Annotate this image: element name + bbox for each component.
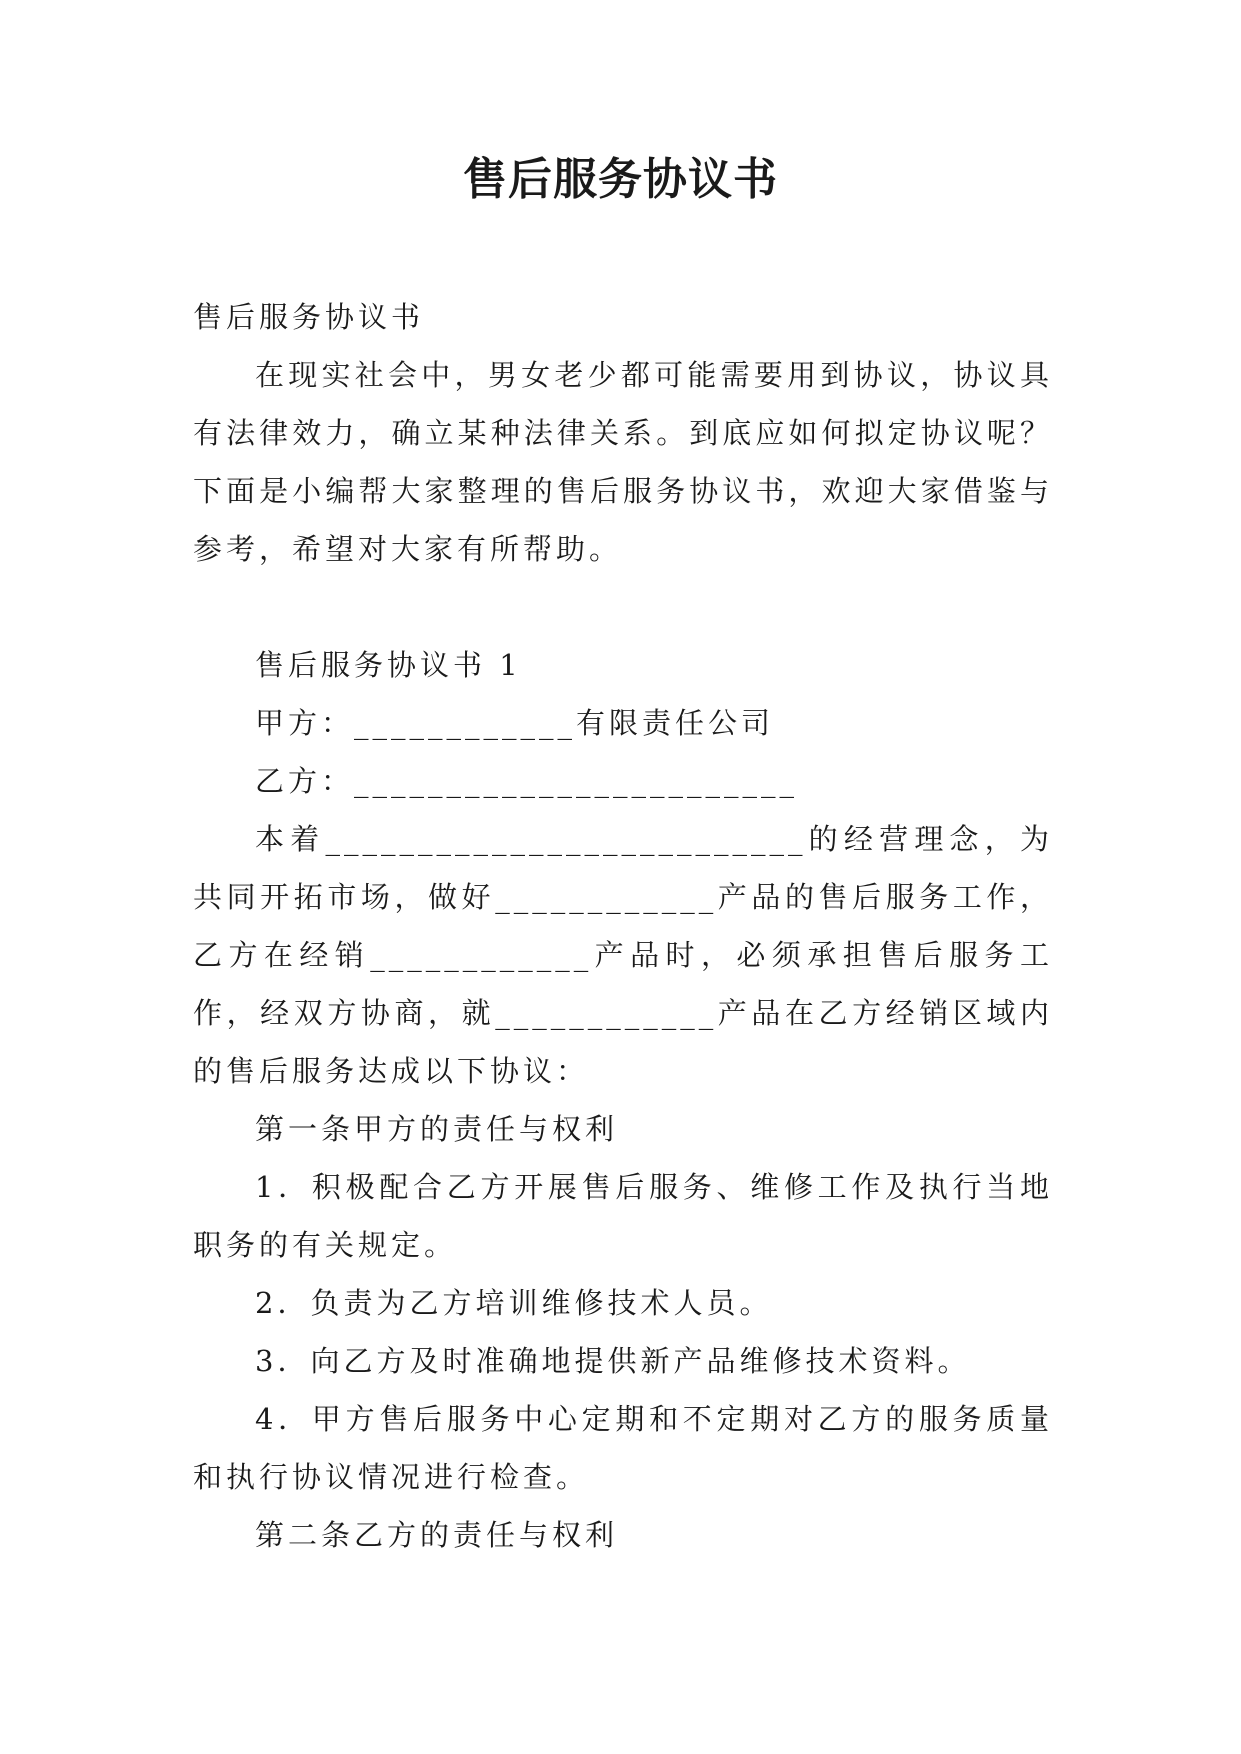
party-a-line: 甲方：____________有限责任公司 (255, 706, 775, 740)
intro-paragraph: 在现实社会中，男女老少都可能需要用到协议，协议具有法律效力，确立某种法律关系。到底应如何拟定协议呢？下面是小编帮大家整理的售后服务协议书，欢迎大家借鉴与参考，希望对大家有所帮助。 (193, 358, 1053, 566)
document-body (193, 288, 1053, 1564)
article-1-item-3: 3．向乙方及时准确地提供新产品维修技术资料。 (255, 1344, 971, 1378)
article-2-heading: 第二条乙方的责任与权利 (255, 1518, 619, 1552)
article-1-item-4: 4．甲方售后服务中心定期和不定期对乙方的服务质量和执行协议情况进行检查。 (193, 1402, 1053, 1494)
paragraph-spacer (193, 578, 1053, 636)
document-title: 售后服务协议书 (463, 154, 778, 205)
subtitle-paragraph: 售后服务协议书 (193, 300, 425, 334)
article-1-item-2: 2．负责为乙方培训维修技术人员。 (255, 1286, 773, 1320)
article-1-item-1: 1．积极配合乙方开展售后服务、维修工作及执行当地职务的有关规定。 (193, 1170, 1053, 1262)
preamble-paragraph: 本着__________________________的经营理念，为共同开拓市场，做好____________产品的售后服务工作，乙方在经销____________产品时，必须承担售后服务工作，经双方协商，就____________产品在乙方经销区域内的售后服务达成以下协议： (193, 822, 1053, 1088)
article-1-heading: 第一条甲方的责任与权利 (255, 1112, 619, 1146)
party-b-line: 乙方：________________________ (255, 764, 799, 798)
agreement-heading: 售后服务协议书 1 (255, 648, 522, 682)
